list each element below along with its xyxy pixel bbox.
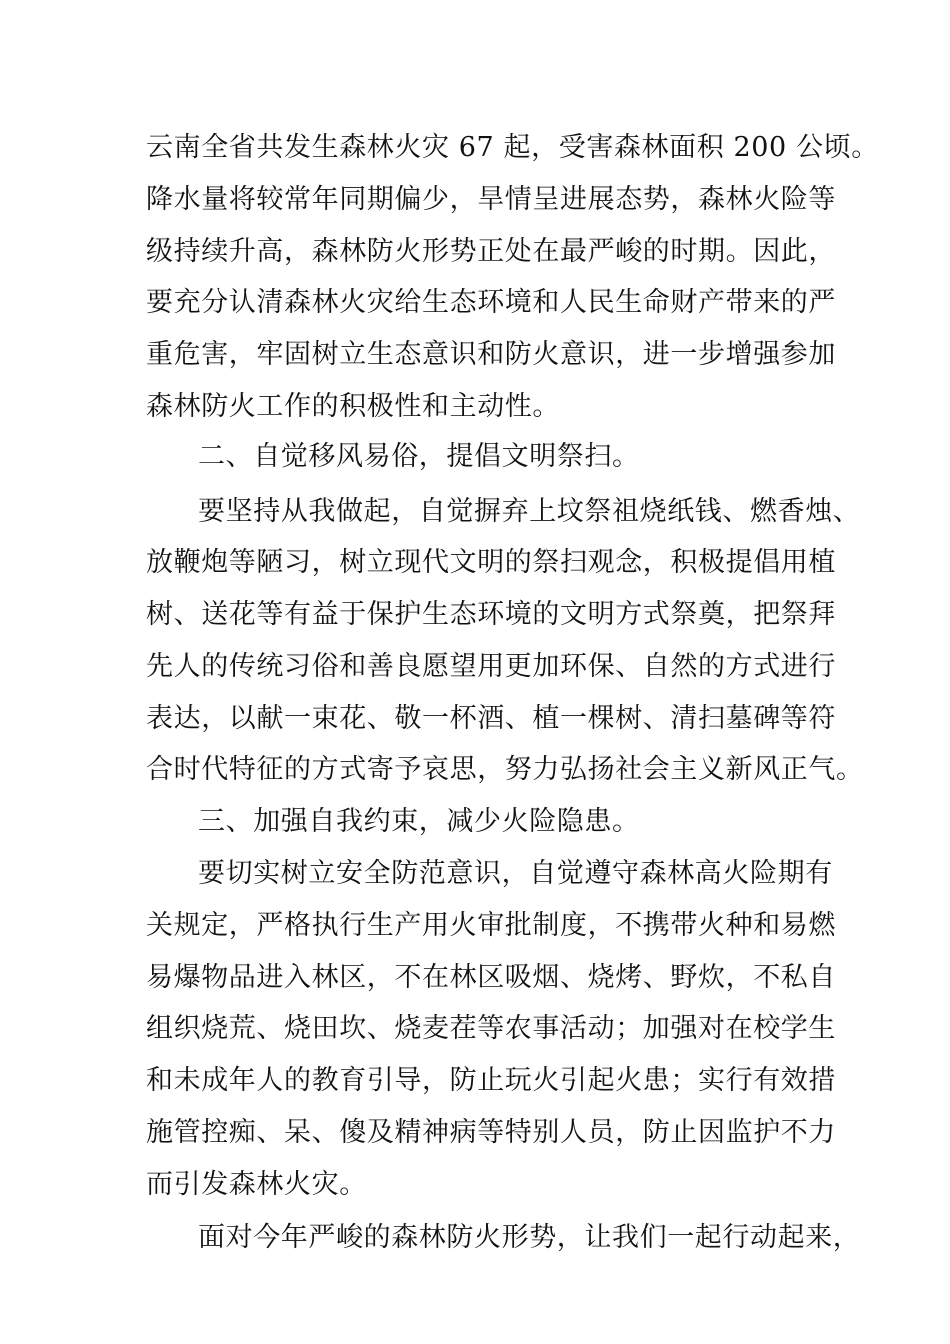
text-line: 放鞭炮等陋习，树立现代文明的祭扫观念，积极提倡用植: [146, 547, 836, 578]
text-line: 要充分认清森林火灾给生态环境和人民生命财产带来的严: [146, 287, 836, 318]
text-line: 要坚持从我做起，自觉摒弃上坟祭祖烧纸钱、燃香烛、: [198, 496, 861, 527]
text-line: 表达，以献一束花、敬一杯酒、植一棵树、清扫墓碑等符: [146, 703, 836, 734]
text-line: 而引发森林火灾。: [146, 1169, 367, 1200]
text-line: 要切实树立安全防范意识，自觉遵守森林高火险期有: [198, 858, 833, 889]
text-line: 和未成年人的教育引导，防止玩火引起火患；实行有效措: [146, 1065, 836, 1096]
text-line: 关规定，严格执行生产用火审批制度，不携带火种和易燃: [146, 910, 836, 941]
section-heading: 三、加强自我约束，减少火险隐患。: [198, 806, 640, 837]
text-line: 级持续升高，森林防火形势正处在最严峻的时期。因此，: [146, 236, 836, 267]
text-line: 先人的传统习俗和善良愿望用更加环保、自然的方式进行: [146, 651, 836, 682]
text-line: 森林防火工作的积极性和主动性。: [146, 391, 560, 422]
section-heading: 二、自觉移风易俗，提倡文明祭扫。: [198, 441, 640, 472]
text-line: 面对今年严峻的森林防火形势，让我们一起行动起来，: [198, 1222, 861, 1253]
text-line: 组织烧荒、烧田坎、烧麦茬等农事活动；加强对在校学生: [146, 1013, 836, 1044]
text-line: 重危害，牢固树立生态意识和防火意识，进一步增强参加: [146, 339, 836, 370]
text-line: 降水量将较常年同期偏少，旱情呈进展态势，森林火险等: [146, 184, 836, 215]
text-line: 合时代特征的方式寄予哀思，努力弘扬社会主义新风正气。: [146, 754, 864, 785]
text-line: 树、送花等有益于保护生态环境的文明方式祭奠，把祭拜: [146, 599, 836, 630]
text-line: 施管控痴、呆、傻及精神病等特别人员，防止因监护不力: [146, 1117, 836, 1148]
text-line: 云南全省共发生森林火灾 67 起，受害森林面积 200 公顷。: [146, 132, 879, 163]
text-line: 易爆物品进入林区，不在林区吸烟、烧烤、野炊，不私自: [146, 962, 836, 993]
